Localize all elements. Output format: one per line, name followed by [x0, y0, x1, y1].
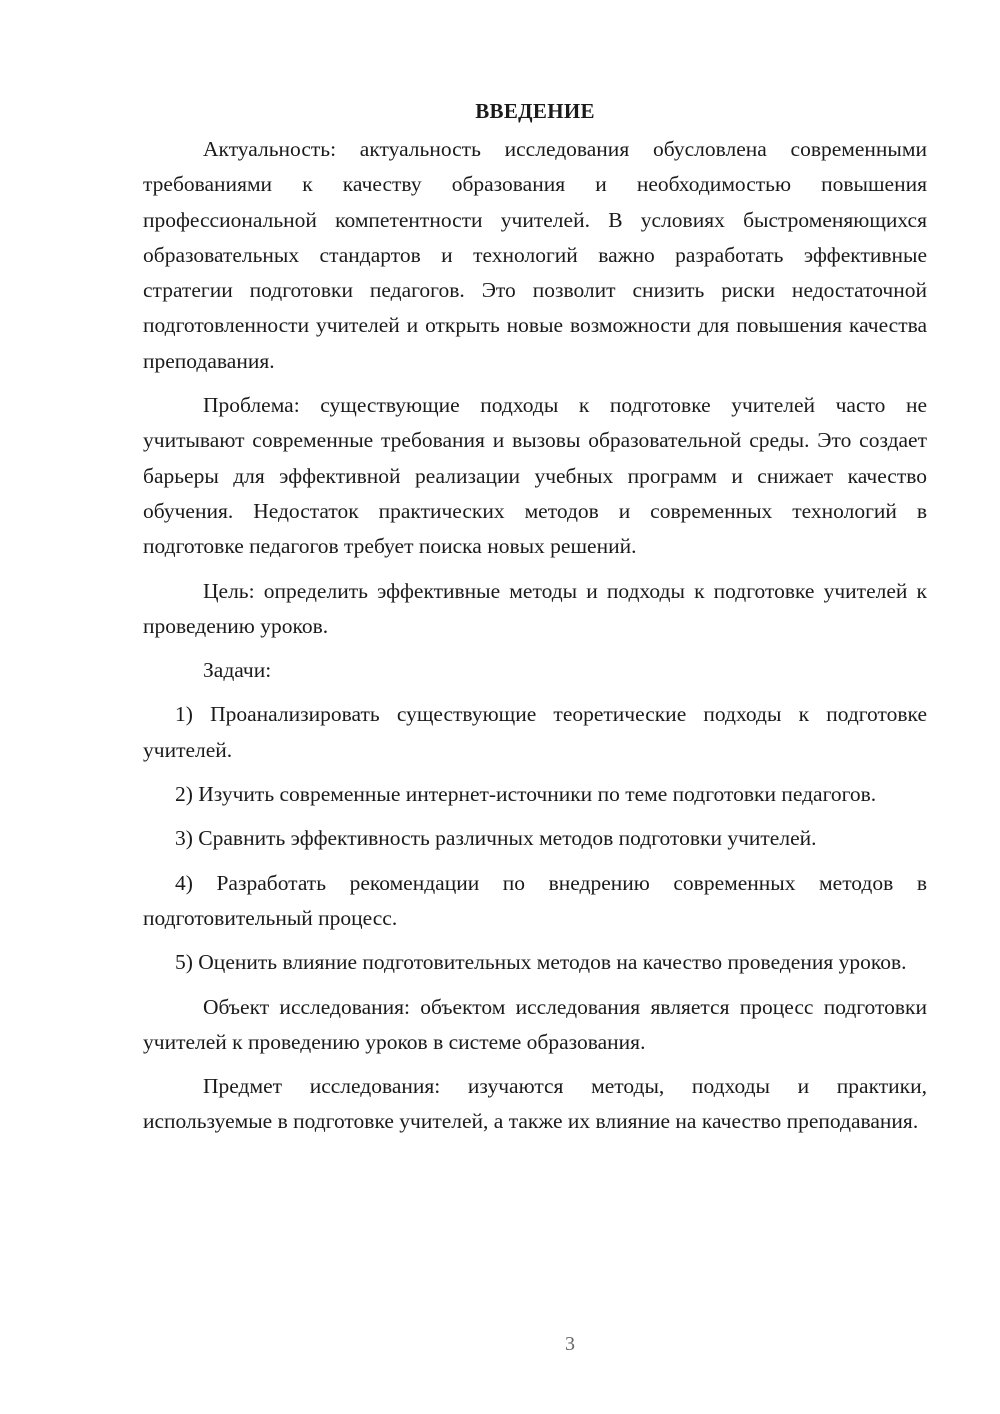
- document-page: [143, 96, 927, 1140]
- task-item-5: 5) Оценить влияние подготовительных методов на качество проведения уроков.: [175, 950, 907, 975]
- paragraph-object: Объект исследования: объектом исследования является процесс подготовки учителей к проведению уроков в системе образования.: [143, 994, 927, 1054]
- paragraph-goal: Цель: определить эффективные методы и подходы к подготовке учителей к проведению уроков.: [143, 578, 927, 638]
- paragraph-relevance: Актуальность: актуальность исследования обусловлена современными требованиями к качеству образования и необходимостью повышения профессиональной компетентности учителей. В условиях быстроменяющихся образовательных стандартов и технологий важно разработать эффективные стратегии подготовки педагогов. Это позволит снизить риски недостаточной подготовленности учителей и открыть новые возможности для повышения качества преподавания.: [143, 137, 927, 373]
- tasks-label: Задачи:: [203, 658, 272, 683]
- task-item-1: 1) Проанализировать существующие теоретические подходы к подготовке учителей.: [143, 702, 927, 762]
- paragraph-subject: Предмет исследования: изучаются методы, подходы и практики, используемые в подготовке учителей, а также их влияние на качество преподавания.: [143, 1074, 927, 1134]
- section-heading: ВВЕДЕНИЕ: [475, 99, 595, 123]
- page-number: 3: [565, 1333, 575, 1355]
- task-item-4: 4) Разработать рекомендации по внедрению современных методов в подготовительный процесс.: [143, 870, 927, 930]
- paragraph-problem: Проблема: существующие подходы к подготовке учителей часто не учитывают современные требования и вызовы образовательной среды. Это создает барьеры для эффективной реализации учебных программ и снижает качество обучения. Недостаток практических методов и современных технологий в подготовке педагогов требует поиска новых решений.: [143, 393, 927, 559]
- task-item-2: 2) Изучить современные интернет-источники по теме подготовки педагогов.: [175, 782, 877, 807]
- task-item-3: 3) Сравнить эффективность различных методов подготовки учителей.: [175, 826, 817, 851]
